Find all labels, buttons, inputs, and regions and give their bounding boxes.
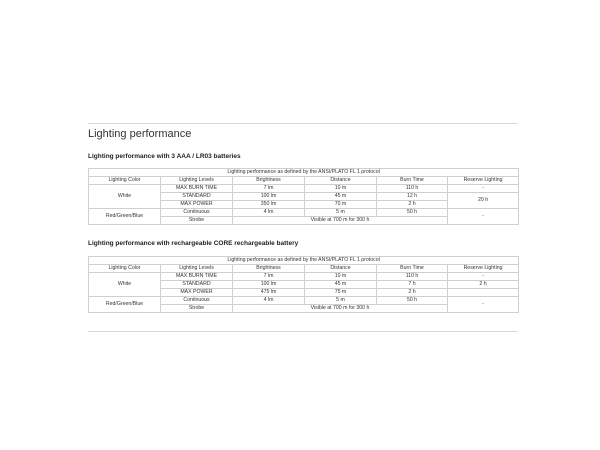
burn-time-cell: 2 h bbox=[377, 289, 448, 297]
reserve-cell: - bbox=[448, 297, 519, 313]
table-row bbox=[89, 257, 519, 265]
lighting-color-cell: White bbox=[89, 185, 161, 209]
brightness-cell: 475 lm bbox=[233, 289, 305, 297]
column-header: Lighting Color bbox=[89, 177, 161, 185]
reserve-cell: - bbox=[448, 209, 519, 225]
table-row bbox=[89, 169, 519, 177]
column-header: Brightness bbox=[233, 265, 305, 273]
lighting-level-cell: Continuous bbox=[161, 297, 233, 305]
strobe-visibility-cell: Visible at 700 m for 300 h bbox=[233, 217, 448, 225]
lighting-color-cell: Red/Green/Blue bbox=[89, 297, 161, 313]
section-title-core: Lighting performance with rechargeable CORE rechargeable battery bbox=[88, 240, 299, 247]
brightness-cell: 4 lm bbox=[233, 209, 305, 217]
column-header: Distance bbox=[305, 177, 377, 185]
table-row bbox=[89, 209, 519, 217]
brightness-cell: 7 lm bbox=[233, 185, 305, 193]
distance-cell: 45 m bbox=[305, 281, 377, 289]
lighting-level-cell: MAX BURN TIME bbox=[161, 273, 233, 281]
reserve-cell: 20 h bbox=[448, 193, 519, 209]
lighting-level-cell: STANDARD bbox=[161, 193, 233, 201]
top-divider bbox=[88, 123, 518, 124]
burn-time-cell: 7 h bbox=[377, 281, 448, 289]
reserve-cell bbox=[448, 289, 519, 297]
protocol-caption: Lighting performance as defined by the ANSI/PLATO FL 1 protocol bbox=[89, 257, 519, 265]
table-header-row bbox=[89, 265, 519, 273]
lighting-level-cell: Strobe bbox=[161, 305, 233, 313]
distance-cell: 75 m bbox=[305, 289, 377, 297]
burn-time-cell: 12 h bbox=[377, 193, 448, 201]
burn-time-cell: 110 h bbox=[377, 185, 448, 193]
lighting-level-cell: Strobe bbox=[161, 217, 233, 225]
burn-time-cell: 110 h bbox=[377, 273, 448, 281]
distance-cell: 10 m bbox=[305, 185, 377, 193]
bottom-divider bbox=[88, 331, 518, 332]
reserve-cell: - bbox=[448, 273, 519, 281]
lighting-color-cell: Red/Green/Blue bbox=[89, 209, 161, 225]
table-row bbox=[89, 273, 519, 281]
distance-cell: 10 m bbox=[305, 273, 377, 281]
burn-time-cell: 2 h bbox=[377, 201, 448, 209]
brightness-cell: 4 lm bbox=[233, 297, 305, 305]
reserve-cell: 2 h bbox=[448, 281, 519, 289]
distance-cell: 70 m bbox=[305, 201, 377, 209]
lighting-color-cell: White bbox=[89, 273, 161, 297]
column-header: Lighting Color bbox=[89, 265, 161, 273]
column-header: Lighting Levels bbox=[161, 265, 233, 273]
reserve-cell: - bbox=[448, 185, 519, 193]
strobe-visibility-cell: Visible at 700 m for 300 h bbox=[233, 305, 448, 313]
table-header-row bbox=[89, 177, 519, 185]
column-header: Reserve Lighting bbox=[448, 265, 519, 273]
lighting-level-cell: MAX BURN TIME bbox=[161, 185, 233, 193]
distance-cell: 45 m bbox=[305, 193, 377, 201]
column-header: Distance bbox=[305, 265, 377, 273]
column-header: Burn Time bbox=[377, 177, 448, 185]
lighting-level-cell: Continuous bbox=[161, 209, 233, 217]
column-header: Reserve Lighting bbox=[448, 177, 519, 185]
burn-time-cell: 50 h bbox=[377, 297, 448, 305]
lighting-level-cell: MAX POWER bbox=[161, 289, 233, 297]
lighting-level-cell: MAX POWER bbox=[161, 201, 233, 209]
column-header: Lighting Levels bbox=[161, 177, 233, 185]
burn-time-cell: 50 h bbox=[377, 209, 448, 217]
performance-table-aaa bbox=[88, 168, 519, 225]
distance-cell: 5 m bbox=[305, 297, 377, 305]
lighting-level-cell: STANDARD bbox=[161, 281, 233, 289]
table-row bbox=[89, 297, 519, 305]
performance-table-core bbox=[88, 256, 519, 313]
table-row bbox=[89, 185, 519, 193]
brightness-cell: 100 lm bbox=[233, 193, 305, 201]
page-title: Lighting performance bbox=[88, 128, 192, 140]
column-header: Burn Time bbox=[377, 265, 448, 273]
brightness-cell: 100 lm bbox=[233, 281, 305, 289]
brightness-cell: 350 lm bbox=[233, 201, 305, 209]
column-header: Brightness bbox=[233, 177, 305, 185]
section-title-aaa: Lighting performance with 3 AAA / LR03 batteries bbox=[88, 153, 241, 160]
distance-cell: 5 m bbox=[305, 209, 377, 217]
protocol-caption: Lighting performance as defined by the ANSI/PLATO FL 1 protocol bbox=[89, 169, 519, 177]
brightness-cell: 7 lm bbox=[233, 273, 305, 281]
